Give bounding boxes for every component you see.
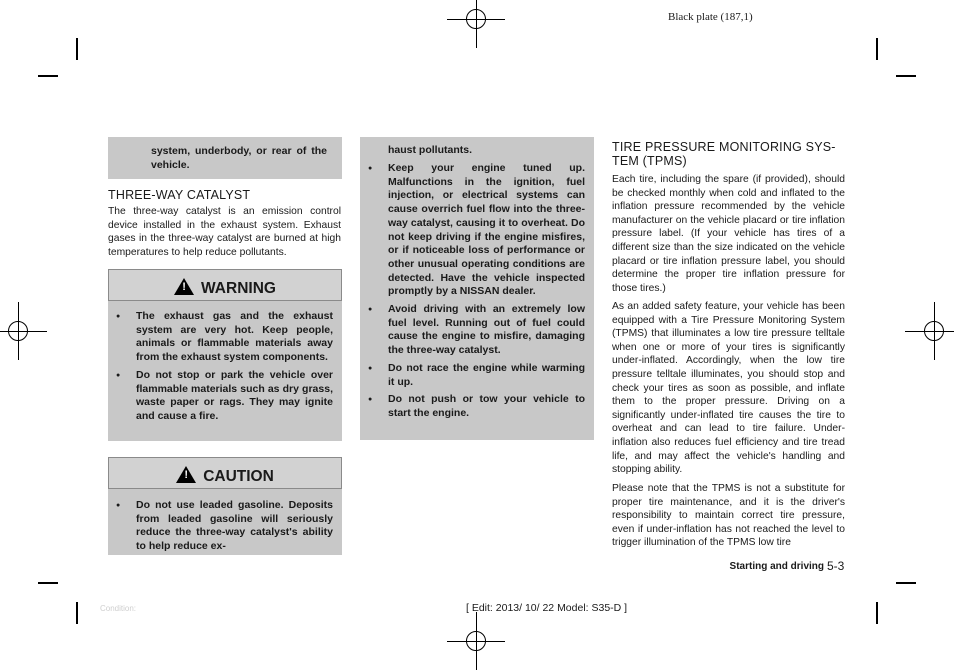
continuation-text: system, underbody, or rear of the vehicle. <box>151 145 327 171</box>
caution-icon: ! <box>176 466 196 483</box>
plate-label: Black plate (187,1) <box>668 11 753 23</box>
registration-mark-top <box>447 0 505 48</box>
condition-label: Condition: <box>100 604 137 613</box>
caution-list <box>108 499 333 558</box>
crop-mark <box>876 602 878 624</box>
list-item: ● Do not push or tow your vehicle to start the engine. <box>360 393 585 420</box>
heading-line: TEM (TPMS) <box>612 154 687 168</box>
section-name: Starting and driving <box>729 561 824 572</box>
crop-mark <box>896 75 916 77</box>
crop-mark <box>896 582 916 584</box>
catalyst-paragraph: The three-way catalyst is an emission control device installed in the exhaust system. Exhaust gases in the three-way catalyst are burned at high temperatures to help reduce pollutants. <box>108 206 341 258</box>
list-item: ● Keep your engine tuned up. Malfunctions in the ignition, fuel injection, or electrical systems can cause overrich fuel flow into the three-way catalyst, causing it to overheat. Do not keep driving if the engine misfires, or if noticeable loss of performance or other unusual operating conditions are detected. Have the vehicle inspected promptly by a NISSAN dealer. <box>360 162 585 299</box>
registration-mark-left <box>0 302 47 360</box>
heading-line: TIRE PRESSURE MONITORING SYS- <box>612 140 836 154</box>
continuation-text: haust pollutants. <box>388 144 472 156</box>
list-item: ● Do not race the engine while warming it up. <box>360 362 585 389</box>
caution-title: CAUTION <box>203 468 274 485</box>
list-item: ● The exhaust gas and the exhaust system are very hot. Keep people, animals or flammable materials away from the exhaust system components. <box>108 310 333 365</box>
tpms-paragraph-2: As an added safety feature, your vehicle has been equipped with a Tire Pressure Monitoring System (TPMS) that illuminates a low tire pressure telltale when one or more of your tires is significantly under-inflated. Accordingly, when the low tire pressure telltale illuminates, you should stop and check your tires as soon as possible, and inflate them to the proper pressure. Driving on a significantly under-inflated tire causes the tire to overheat and can lead to tire failure. Under-inflation also reduces fuel efficiency and tire tread life, and may affect the vehicle's handling and stopping ability. <box>612 301 845 476</box>
caution-continuation-list <box>360 162 585 425</box>
registration-mark-right <box>905 302 954 360</box>
caution-header <box>108 457 342 489</box>
tpms-paragraph-1: Each tire, including the spare (if provided), should be checked monthly when cold and inflated to the inflation pressure recommended by the vehicle manufacturer on the vehicle placard or tire inflation pressure label. (If your vehicle has tires of a different size than the size indicated on the vehicle placard or tire inflation pressure label, you should determine the proper tire inflation pressure for those tires.) <box>612 174 845 294</box>
edit-info: [ Edit: 2013/ 10/ 22 Model: S35-D ] <box>466 602 628 614</box>
caution-box <box>108 457 342 555</box>
crop-mark <box>76 602 78 624</box>
page-number: 5-3 <box>827 559 845 573</box>
section-heading-catalyst: THREE-WAY CATALYST <box>108 188 251 202</box>
warning-box <box>108 269 342 441</box>
caution-continuation-box <box>360 137 594 440</box>
list-item: ● Avoid driving with an extremely low fuel level. Running out of fuel could cause the engine to misfire, damaging the three-way catalyst. <box>360 303 585 358</box>
tpms-paragraph-3: Please note that the TPMS is not a substitute for proper tire maintenance, and it is the driver's responsibility to maintain correct tire pressure, even if under-inflation has not reached the level to trigger illumination of the TPMS low tire <box>612 483 845 549</box>
crop-mark <box>76 38 78 60</box>
crop-mark <box>876 38 878 60</box>
list-item: ● Do not use leaded gasoline. Deposits from leaded gasoline will seriously reduce the three-way catalyst's ability to help reduce ex- <box>108 499 333 554</box>
crop-mark <box>38 582 58 584</box>
registration-mark-bottom <box>447 612 505 670</box>
warning-continuation-box <box>108 137 342 179</box>
crop-mark <box>38 75 58 77</box>
warning-icon: ! <box>174 278 194 295</box>
section-heading-tpms <box>612 140 852 168</box>
warning-title: WARNING <box>201 280 276 297</box>
list-item: ● Do not stop or park the vehicle over flammable materials such as dry grass, waste paper or rags. They may ignite and cause a fire. <box>108 369 333 424</box>
warning-list <box>108 310 333 428</box>
warning-header <box>108 269 342 301</box>
